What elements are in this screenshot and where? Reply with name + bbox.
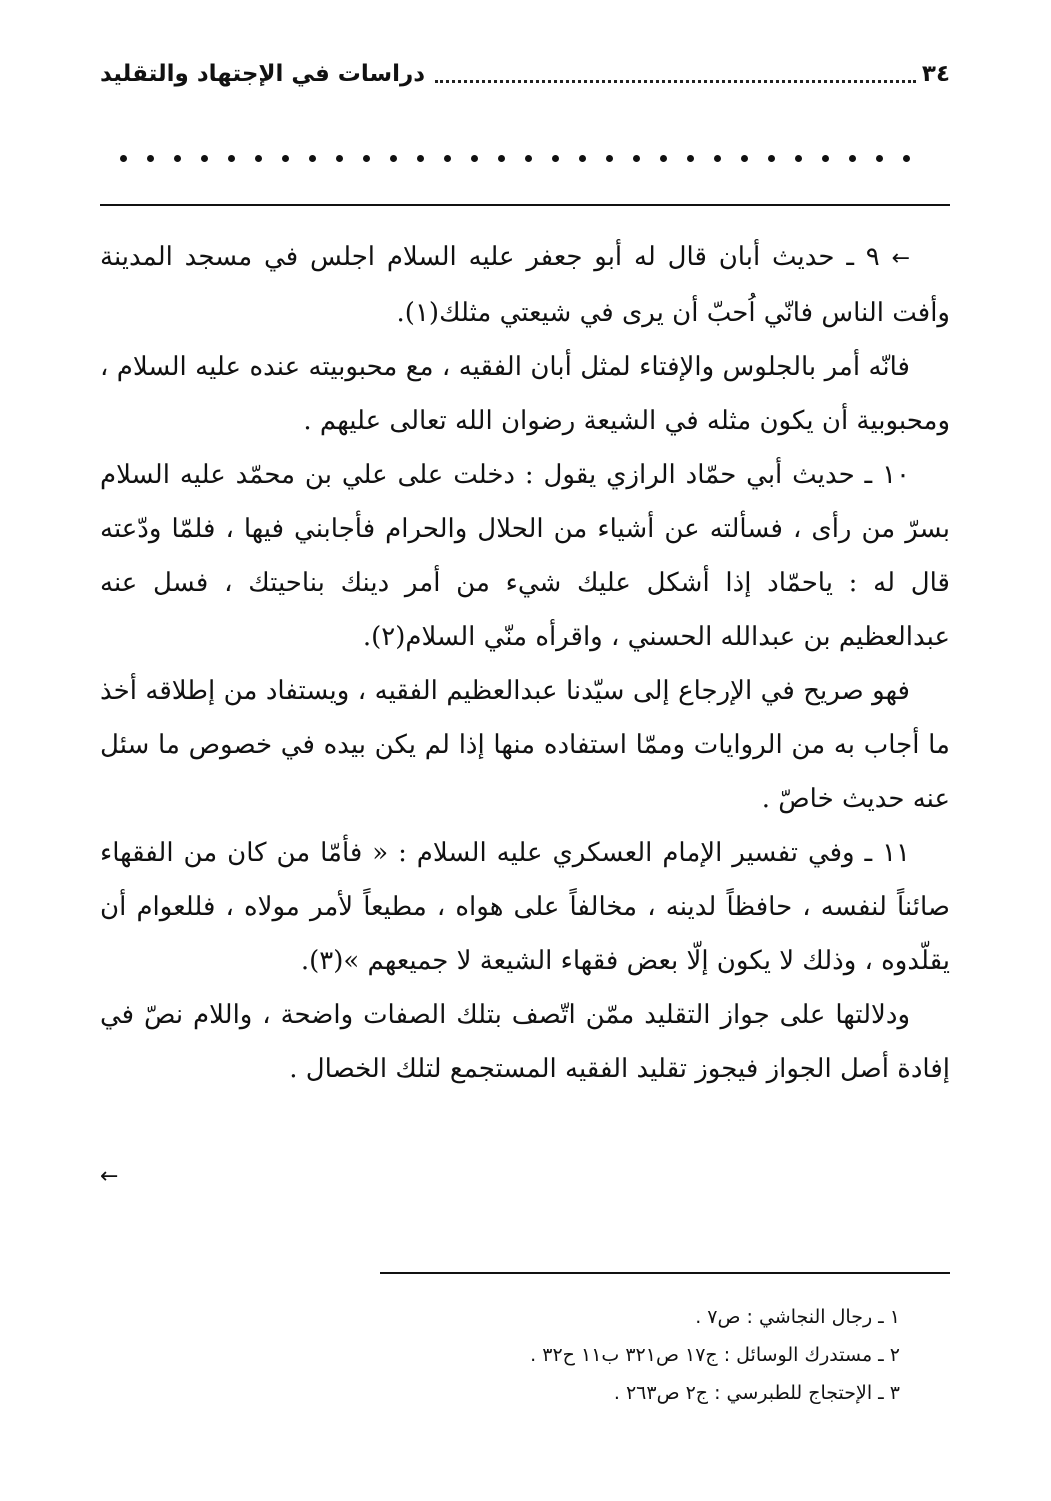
paragraph-hadith-11: ١١ ـ وفي تفسير الإمام العسكري عليه السلام : « فأمّا من كان من الفقهاء صائناً لنفسه ، حافظاً لدينه ، مخالفاً على هواه ، مطيعاً لأمر مولاه ، فللعوام أن يقلّدوه ، وذلك لا يكون إلّا بعض فقهاء الشيعة لا جميعهم »(٣). [100, 838, 950, 976]
main-text [100, 230, 950, 1096]
page-turn-arrow-icon: ← [100, 1164, 119, 1189]
continuation-arrow-icon: ← [891, 246, 910, 271]
header-rule [100, 204, 950, 206]
footnote-3: ٣ ـ الإحتجاج للطبرسي : ج٢ ص٢٦٣ . [613, 1382, 900, 1404]
paragraph-commentary-1: فانّه أمر بالجلوس والإفتاء لمثل أبان الفقيه ، مع محبوبيته عنده عليه السلام ، ومحبوبية أن يكون مثله في الشيعة رضوان الله تعالى عليهم . [100, 352, 950, 436]
running-header [100, 52, 950, 96]
dot-leader [435, 80, 916, 83]
paragraph-hadith-10: ١٠ ـ حديث أبي حمّاد الرازي يقول : دخلت على علي بن محمّد عليه السلام بسرّ من رأى ، فسألته عن أشياء من الحلال والحرام فأجابني فيها ، فلمّا ودّعته قال له : ياحمّاد إذا أشكل عليك شيء من أمر دينك بناحيتك ، فسل عنه عبدالعظيم بن عبدالله الحسني ، واقرأه منّي السلام(٢). [100, 460, 950, 652]
dotted-ornament-divider [120, 140, 910, 176]
book-title: دراسات في الإجتهاد والتقليد [100, 61, 426, 87]
page-number: ٣٤ [921, 61, 950, 87]
paragraph-commentary-2: فهو صريح في الإرجاع إلى سيّدنا عبدالعظيم الفقيه ، ويستفاد من إطلاقه أخذ ما أجاب به من الروايات وممّا استفاده منها إذا لم يكن بيده في خصوص ما سئل عنه حديث خاصّ . [100, 676, 950, 814]
footnotes [100, 1298, 900, 1412]
footnote-rule [380, 1272, 950, 1274]
footnote-1: ١ ـ رجال النجاشي : ص٧ . [695, 1306, 900, 1328]
paragraph-hadith-9: ← ٩ ـ حديث أبان قال له أبو جعفر عليه السلام اجلس في مسجد المدينة وأفت الناس فانّي اُحبّ أن يرى في شيعتي مثلك(١). [100, 242, 950, 328]
footnote-2: ٢ ـ مستدرك الوسائل : ج١٧ ص٣٢١ ب١١ ح٣٢ . [530, 1344, 900, 1366]
paragraph-commentary-3: ودلالتها على جواز التقليد ممّن اتّصف بتلك الصفات واضحة ، واللام نصّ في إفادة أصل الجواز فيجوز تقليد الفقيه المستجمع لتلك الخصال . [100, 1000, 950, 1084]
